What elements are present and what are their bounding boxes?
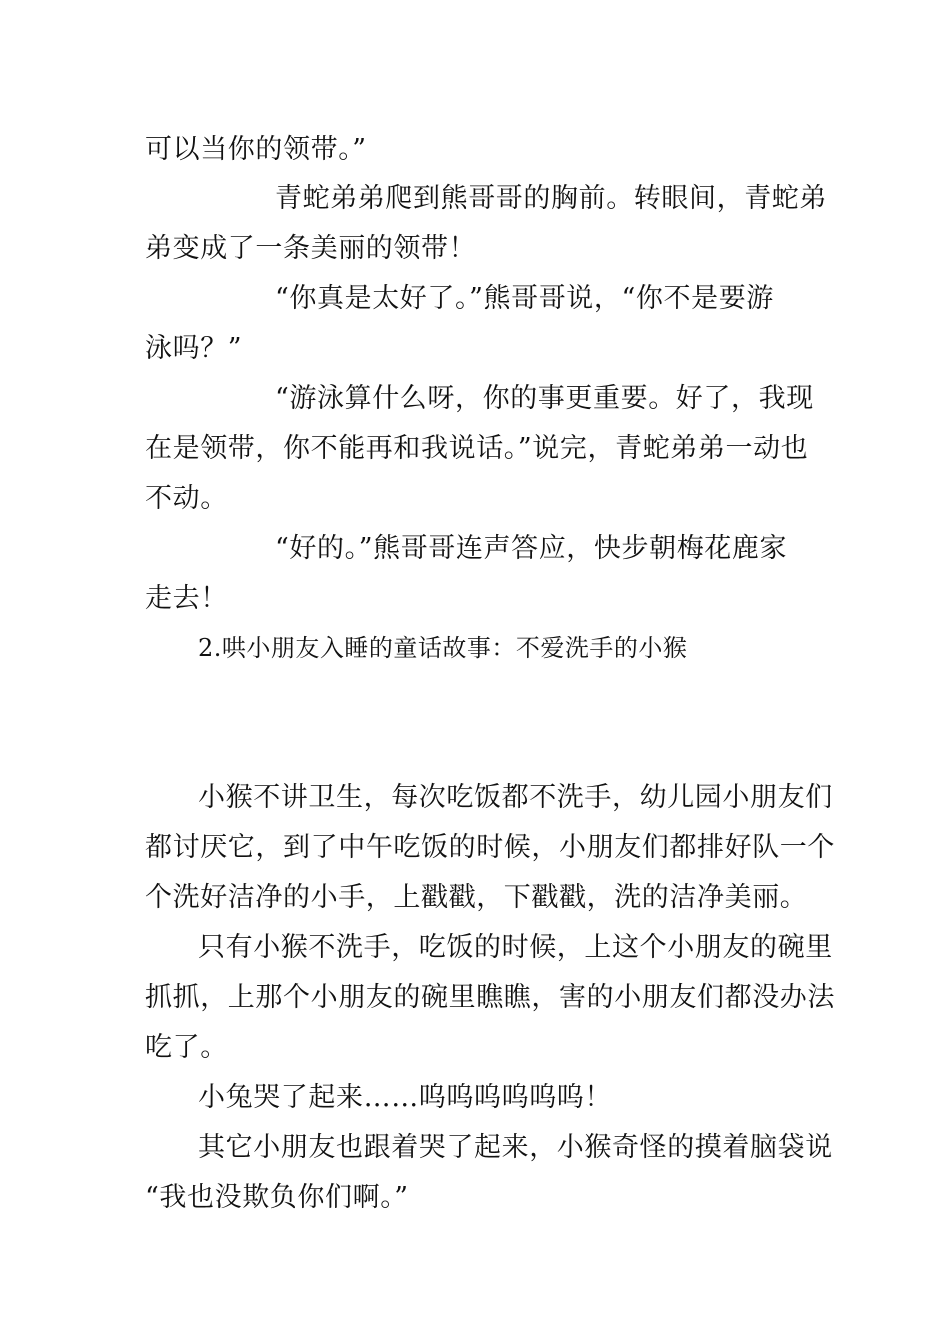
story2-para2-line1: 只有小猴不洗手，吃饭的时候，上这个小朋友的碗里 xyxy=(198,932,833,963)
section-heading: 2.哄小朋友入睡的童话故事：不爱洗手的小猴 xyxy=(198,634,688,662)
story1-para3-line1: “游泳算什么呀，你的事更重要。好了，我现 xyxy=(275,383,814,414)
story1-para1-line1: 青蛇弟弟爬到熊哥哥的胸前。转眼间，青蛇弟 xyxy=(275,183,827,214)
story2-para2-line3: 吃了。 xyxy=(145,1032,228,1063)
story2-para4-line2: “我也没欺负你们啊。” xyxy=(145,1182,409,1213)
story1-line1: 可以当你的领带。” xyxy=(145,134,367,165)
story1-para2-line2: 泳吗？” xyxy=(145,333,243,364)
story2-para2-line2: 抓抓，上那个小朋友的碗里瞧瞧，害的小朋友们都没办法 xyxy=(145,982,835,1013)
story2-para1-line2: 都讨厌它，到了中午吃饭的时候，小朋友们都排好队一个 xyxy=(145,832,835,863)
story2-para4-line1: 其它小朋友也跟着哭了起来，小猴奇怪的摸着脑袋说 xyxy=(198,1132,833,1163)
story1-para3-line3: 不动。 xyxy=(145,483,228,514)
story1-para3-line2: 在是领带，你不能再和我说话。”说完，青蛇弟弟一动也 xyxy=(145,433,809,464)
story2-para1-line3: 个洗好洁净的小手，上戳戳，下戳戳，洗的洁净美丽。 xyxy=(145,882,808,913)
story1-para4-line2: 走去！ xyxy=(145,583,228,614)
story1-para1-line2: 弟变成了一条美丽的领带！ xyxy=(145,233,477,264)
story1-para4-line1: “好的。”熊哥哥连声答应，快步朝梅花鹿家 xyxy=(275,533,788,564)
story2-para1-line1: 小猴不讲卫生，每次吃饭都不洗手，幼儿园小朋友们 xyxy=(198,782,833,813)
story2-para3-line1: 小兔哭了起来……呜呜呜呜呜呜！ xyxy=(198,1082,612,1113)
story1-para2-line1: “你真是太好了。”熊哥哥说，“你不是要游 xyxy=(275,283,774,314)
